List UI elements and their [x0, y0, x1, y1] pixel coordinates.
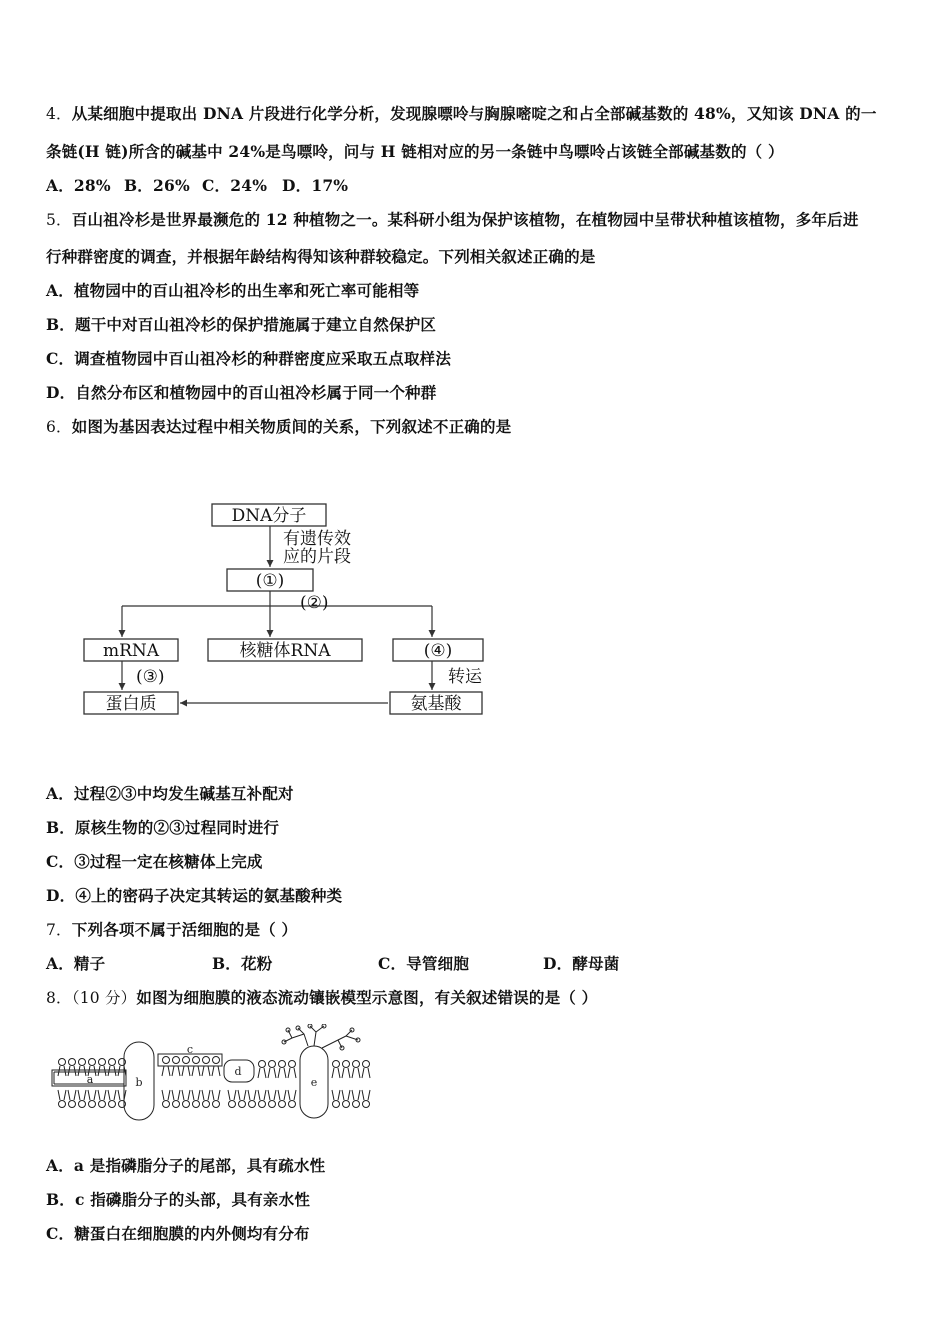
- phospholipid-group-right-2: [332, 1061, 370, 1108]
- q8-option-c: C．糖蛋白在细胞膜的内外侧均有分布: [46, 1224, 310, 1243]
- phospholipid-group-middle: [158, 1054, 222, 1108]
- q7-line1: [46, 918, 297, 940]
- q5-number: 5．: [46, 211, 72, 229]
- q5-line1: [46, 208, 859, 230]
- q6-text-1: 如图为基因表达过程中相关物质间的关系，下列叙述不正确的是: [71, 417, 512, 436]
- label-d: d: [234, 1065, 242, 1078]
- q7-text-1: 下列各项不属于活细胞的是（ ）: [71, 920, 298, 939]
- edge-label-1a: 有遗传效: [283, 529, 351, 549]
- edge-label-transport: 转运: [448, 667, 482, 687]
- q7-number: 7．: [46, 921, 72, 939]
- q4-options: [46, 174, 348, 196]
- q6-line1: [46, 415, 511, 437]
- q8-option-b: B．c 指磷脂分子的头部，具有亲水性: [46, 1190, 311, 1209]
- q6-option-c: C．③过程一定在核糖体上完成: [46, 852, 263, 871]
- q7-option-b: B．花粉: [212, 954, 273, 973]
- q4-option-b: B．26%: [124, 176, 190, 195]
- q5-option-b: B．题干中对百山祖冷杉的保护措施属于建立自然保护区: [46, 315, 437, 334]
- q4-text-2: 条链(H 链)所含的碱基中 24%是鸟嘌呤，问与 H 链相对应的另一条链中鸟嘌呤占该链全部碱基数的（ ）: [46, 142, 784, 161]
- q6-option-b: B．原核生物的②③过程同时进行: [46, 818, 280, 837]
- cell-membrane-diagram: [48, 1024, 388, 1124]
- box-4-label: (④): [423, 641, 453, 661]
- q4-number: 4．: [46, 105, 72, 123]
- gene-expression-diagram: [80, 500, 510, 720]
- edge-label-3: (③): [136, 667, 165, 687]
- label-e: e: [310, 1076, 318, 1089]
- q5-option-d: D．自然分布区和植物园中的百山祖冷杉属于同一个种群: [46, 383, 437, 402]
- label-c: c: [186, 1043, 194, 1056]
- q5-option-a: A．植物园中的百山祖冷杉的出生率和死亡率可能相等: [46, 281, 420, 300]
- q8-number: 8．: [46, 989, 72, 1007]
- q4-option-a: A．28%: [46, 176, 111, 195]
- q8-option-a: A．a 是指磷脂分子的尾部，具有疏水性: [46, 1156, 326, 1175]
- q7-option-d: D．酵母菌: [543, 954, 620, 973]
- label-b: b: [135, 1076, 143, 1089]
- protein-label: 蛋白质: [105, 694, 157, 714]
- q7-option-a: A．精子: [46, 954, 106, 973]
- q5-text-1: 百山祖冷杉是世界最濒危的 12 种植物之一。某科研小组为保护该植物，在植物园中呈带状种植该植物，多年后进: [71, 210, 859, 229]
- q7-options: [46, 952, 619, 974]
- q6-number: 6．: [46, 418, 72, 436]
- q4-option-c: C．24%: [202, 176, 268, 195]
- q8-line1: [46, 986, 597, 1008]
- q6-option-d: D．④上的密码子决定其转运的氨基酸种类: [46, 886, 343, 905]
- q8-text-1: 如图为细胞膜的液态流动镶嵌模型示意图，有关叙述错误的是（ ）: [136, 988, 598, 1007]
- q8-score: （10 分）: [71, 989, 137, 1007]
- q7-option-c: C．导管细胞: [378, 954, 470, 973]
- dna-label: DNA分子: [231, 506, 307, 526]
- q4-text-1: 从某细胞中提取出 DNA 片段进行化学分析，发现腺嘌呤与胸腺嘧啶之和占全部碱基数的 48%，又知该 DNA 的一: [71, 104, 877, 123]
- sugar-chains: [284, 1026, 358, 1048]
- amino-acid-label: 氨基酸: [410, 694, 462, 714]
- q6-option-a: A．过程②③中均发生碱基互补配对: [46, 784, 294, 803]
- q4-line1: [46, 102, 877, 124]
- q5-text-2: 行种群密度的调查，并根据年龄结构得知该种群较稳定。下列相关叙述正确的是: [46, 247, 596, 266]
- q4-option-d: D．17%: [282, 176, 349, 195]
- edge-label-1b: 应的片段: [283, 547, 351, 567]
- q5-option-c: C．调查植物园中百山祖冷杉的种群密度应采取五点取样法: [46, 349, 452, 368]
- rrna-label: 核糖体RNA: [239, 641, 331, 661]
- box-1-label: (①): [255, 571, 285, 591]
- label-a: a: [86, 1073, 94, 1086]
- mrna-label: mRNA: [102, 641, 160, 661]
- edge-label-2: (②): [300, 593, 329, 613]
